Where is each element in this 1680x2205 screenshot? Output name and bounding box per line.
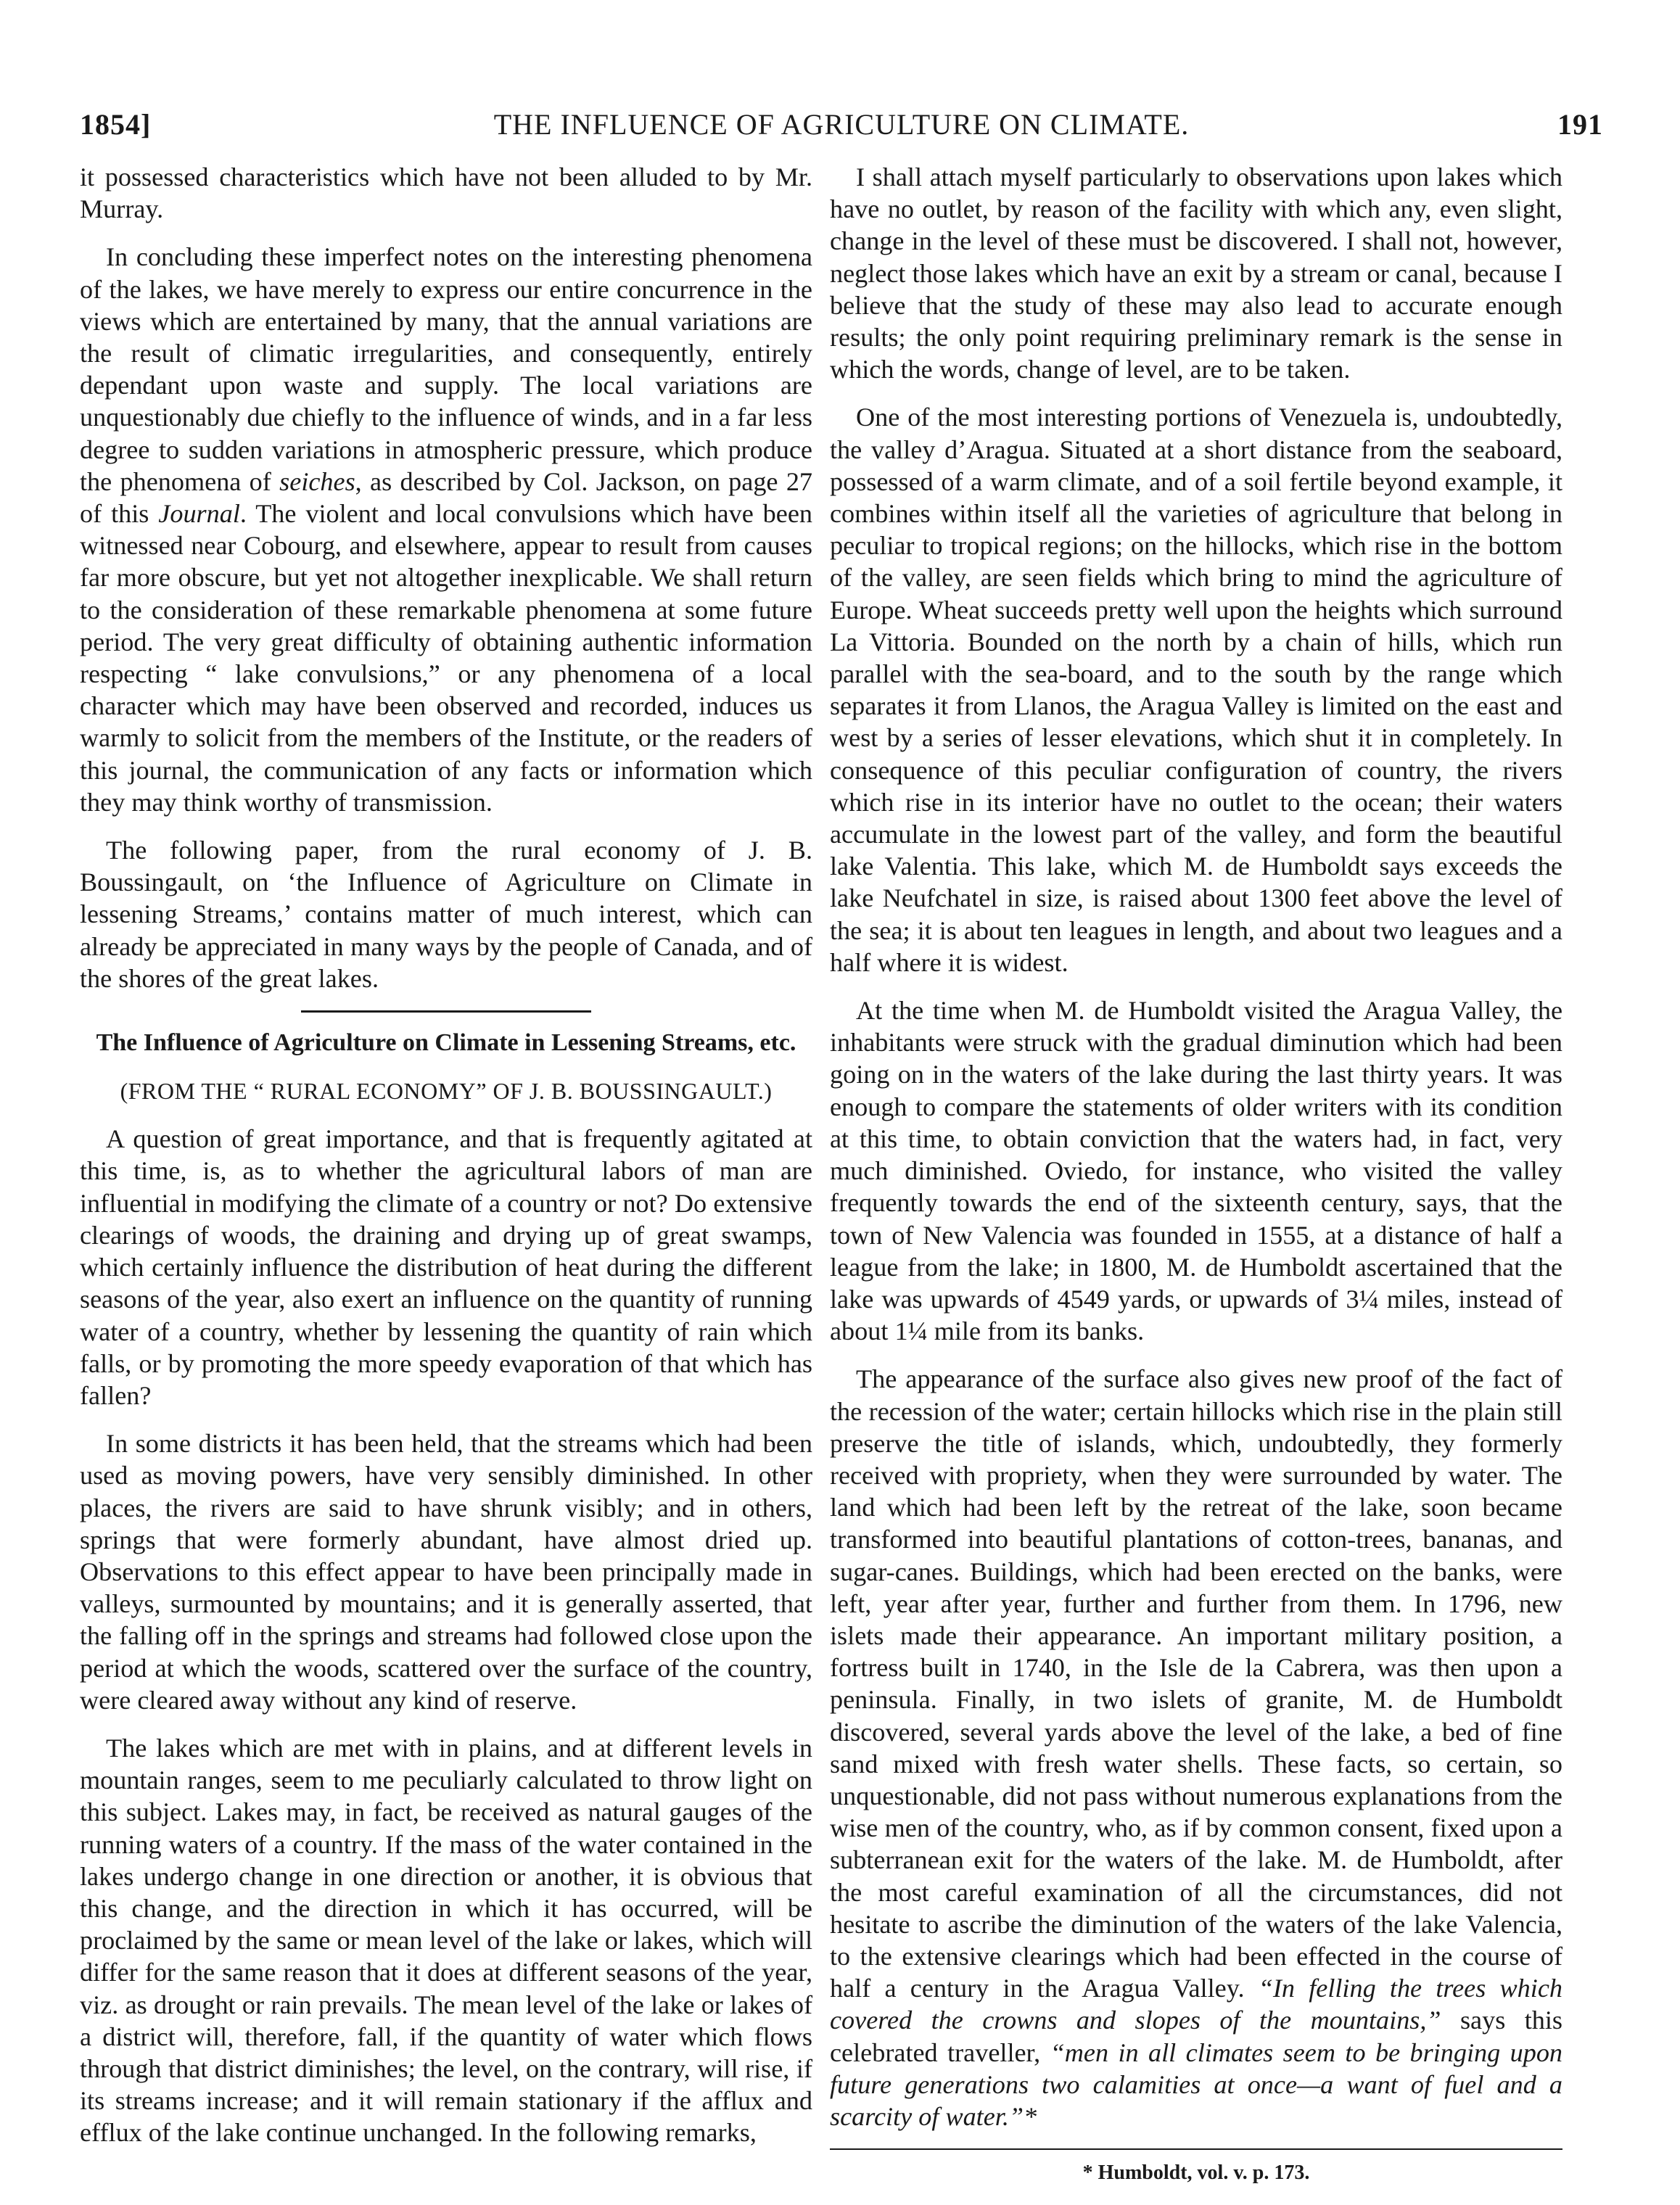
article-title: The Influence of Agriculture on Climate in Lessening Streams, etc. (96, 1029, 796, 1057)
header-year: 1854] (80, 108, 152, 141)
paragraph (80, 241, 812, 818)
paragraph: I shall attach myself particularly to observations upon lakes which have no outlet, by reason of the facility with which any, even slight, change in the level of these must be discovered. I shall not, however, neglect those lakes which have an exit by a stream or canal, because I believe that the study of these may also lead to accurate enough results; the only point requiring preliminary remark is the sense in which the words, change of level, are to be taken. (830, 162, 1562, 384)
text-span: , as described by Col. Jackson, on page 27 of this (80, 466, 813, 529)
italic-term-journal: Journal (158, 499, 240, 529)
text-span: says this celebrated traveller, (830, 2006, 1562, 2067)
italic-quote: “men in all climates seem to be bringing upon future generations two calamities at once—a want of fuel and a scarcity of water.”* (830, 2037, 1563, 2131)
paragraph: it possessed characteristics which have not been alluded to by Mr. Murray. (80, 162, 812, 224)
right-column (830, 161, 1562, 2205)
text-span: . The violent and local convulsions which have been witnessed near Cobourg, and elsewhere, appear to result from causes far more obscure, but yet not altogether inexplicable. We shall return to the consideration of these remarkable phenomena at some future period. The very great difficulty of obtaining authentic information respecting “ lake convulsions,” or any phenomena of a local character which may have been observed and recorded, induces us warmly to solicit from the members of the Institute, or the readers of this journal, the communication of any facts or information which they may think worthy of transmission. (80, 499, 812, 817)
italic-quote: “In felling the trees which covered the crowns and slopes of the mountains,” (830, 1974, 1562, 2035)
paragraph (830, 1363, 1562, 2132)
paragraph: A question of great importance, and that is frequently agitated at this time, is, as to whether the agricultural labors of man are influential in modifying the climate of a country or not? Do extensive clearings of woods, the draining and drying up of great swamps, which certainly influence the distribution of heat during the different seasons of the year, also exert an influence on the quantity of running water of a country, whether by lessening the quantity of rain which falls, or by promoting the more speedy evaporation of that which has fallen? (80, 1124, 812, 1410)
text-span: The appearance of the surface also gives new proof of the fact of the recession of the water; certain hillocks which rise in the plain still preserve the title of islands, which, undoubtedly, they formerly received with propriety, when they were surrounded by water. The land which had been left by the retreat of the lake, soon became transformed into beautiful plantations of cotton-trees, bananas, and sugar-canes. Buildings, which had been erected on the banks, were left, year after year, further and further from them. In 1796, new islets made their appearance. An important military position, a fortress built in 1740, in the Isle de la Cabrera, was then upon a peninsula. Finally, in two islets of granite, M. de Humboldt discovered, several yards above the level of the lake, a bed of fine sand mixed with fresh water shells. These facts, so certain, so unquestionable, did not pass without numerous explanations from the wise men of the country, who, as if by common consent, fixed upon a subterranean exit for the waters of the lake. M. de Humboldt, after the most careful examination of all the circumstances, did not hesitate to ascribe the diminution of the waters of the lake Valencia, to the extensive clearings which had been effected in the course of half a century in the Aragua Valley. (830, 1364, 1562, 2003)
paragraph: In some districts it has been held, that the streams which had been used as moving powers, have very sensibly diminished. In other places, the rivers are said to have shrunk visibly; and in others, springs that were formerly abundant, have almost dried up. Observations to this effect appear to have been principally made in valleys, surmounted by mountains; and it is generally asserted, that the falling off in the springs and streams had followed close upon the period at which the woods, scattered over the surface of the country, were cleared away without any kind of reserve. (80, 1429, 812, 1715)
text-span: In concluding these imperfect notes on the interesting phenomena of the lakes, we have merely to express our entire concurrence in the views which are entertained by many, that the annual variations are the result of climatic irregularities, and consequently, entirely dependant upon waste and supply. The local variations are unquestionably due chiefly to the influence of winds, and in a far less degree to sudden variations in atmospheric pressure, which produce the phenomena of (80, 242, 812, 496)
paragraph: One of the most interesting portions of Venezuela is, undoubtedly, the valley d’Aragua. Situated at a short distance from the seaboard, possessed of a warm climate, and of a soil fertile beyond example, it combines within itself all the varieties of agriculture that belong in peculiar to tropical regions; on the hillocks, which rise in the bottom of the valley, are seen fields which bring to mind the agriculture of Europe. Wheat succeeds pretty well upon the heights which surround La Vittoria. Bounded on the north by a chain of hills, which run parallel with the sea-board, and to the south by the range which separates it from Llanos, the Aragua Valley is limited on the east and west by a series of lesser elevations, which shut it in completely. In consequence of this peculiar configuration of country, the rivers which rise in its interior have no outlet to the ocean; their waters accumulate in the lowest part of the valley, and form the beautiful lake Valentia. This lake, which M. de Humboldt says exceeds the lake Neufchatel in size, is raised about 1300 feet above the level of the sea; it is about ten leagues in length, and about two leagues and a half where it is widest. (830, 403, 1562, 977)
paragraph: The following paper, from the rural economy of J. B. Boussingault, on ‘the Influence of Agriculture on Climate in lessening Streams,’ contains matter of much interest, which can already be appreciated in many ways by the people of Canada, and of the shores of the great lakes. (80, 836, 812, 993)
paragraph: At the time when M. de Humboldt visited the Aragua Valley, the inhabitants were struck with the gradual diminution which had been going on in the waters of the lake during the last thirty years. It was enough to compare the statements of older writers with its condition at this time, to obtain conviction that the waters had, in fact, very much diminished. Oviedo, for instance, who visited the valley frequently towards the end of the sixteenth century, says, that the town of New Valencia was founded in 1555, at a distance of half a league from the lake; in 1800, M. de Humboldt ascertained that the lake was upwards of 4549 yards, or upwards of 3¼ miles, instead of about 1¼ mile from its banks. (830, 996, 1562, 1346)
article-source: (FROM THE “ RURAL ECONOMY” OF J. B. BOUSSINGAULT.) (120, 1078, 773, 1105)
running-header (80, 107, 1603, 151)
footnote-divider (830, 2148, 1562, 2150)
italic-term-seiches: seiches (279, 466, 355, 496)
left-column (80, 161, 812, 2165)
page-number: 191 (1557, 108, 1603, 141)
header-title: THE INFLUENCE OF AGRICULTURE ON CLIMATE. (493, 108, 1190, 141)
paragraph: The lakes which are met with in plains, and at different levels in mountain ranges, seem to me peculiarly calculated to throw light on this subject. Lakes may, in fact, be received as natural gauges of the running waters of a country. If the mass of the water contained in the lakes undergo change in one direction or another, it is obvious that this change, and the direction in which it has occurred, will be proclaimed by the same or mean level of the lake or lakes, which will differ for the same reason that it does at different seasons of the year, viz. as drought or rain prevails. The mean level of the lake or lakes of a district will, therefore, fall, if the quantity of water which flows through that district diminishes; the level, on the contrary, will rise, if its streams increase; and it will remain stationary if the afflux and efflux of the lake continue unchanged. In the following remarks, (80, 1733, 812, 2148)
footnote: * Humboldt, vol. v. p. 173. (1082, 2161, 1310, 2185)
section-divider (301, 1010, 591, 1013)
